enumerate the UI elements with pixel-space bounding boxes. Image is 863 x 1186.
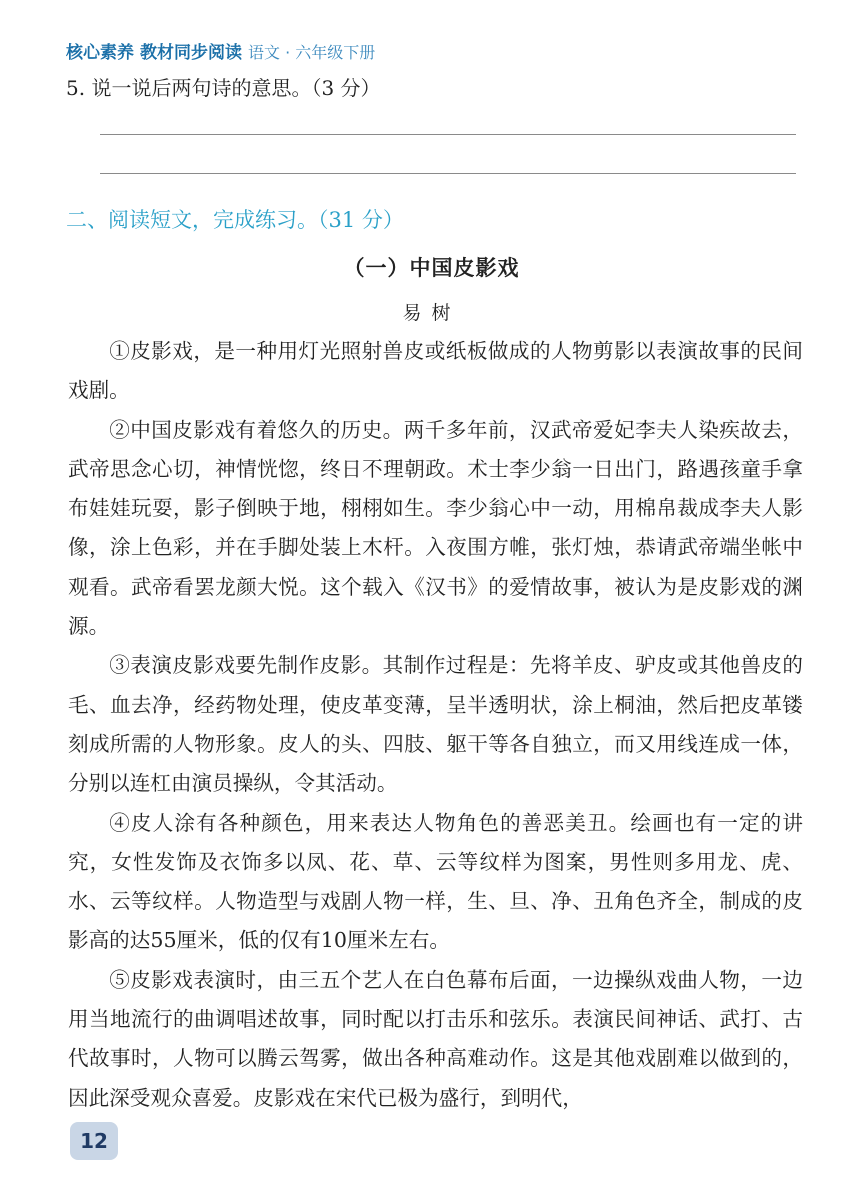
answer-line[interactable] <box>100 173 796 174</box>
article-author: 易树 <box>402 302 461 324</box>
header-brand: 核心素养 <box>66 43 134 63</box>
paragraph-1: ①皮影戏，是一种用灯光照射兽皮或纸板做成的人物剪影以表演故事的民间戏剧。 <box>68 339 803 403</box>
page-number: 12 <box>80 1129 108 1153</box>
article-body <box>68 332 803 1118</box>
paragraph-5: ⑤皮影戏表演时，由三五个艺人在白色幕布后面，一边操纵戏曲人物，一边用当地流行的曲调唱述故事，同时配以打击乐和弦乐。表演民间神话、武打、古代故事时，人物可以腾云驾雾，做出各种高难动作。这是其他戏剧难以做到的，因此深受观众喜爱。皮影戏在宋代已极为盛行，到明代， <box>68 967 803 1110</box>
header-series: 教材同步阅读 <box>140 43 242 63</box>
paragraph-3: ③表演皮影戏要先制作皮影。其制作过程是：先将羊皮、驴皮或其他兽皮的毛、血去净，经药物处理，使皮革变薄，呈半透明状，涂上桐油，然后把皮革镂刻成所需的人物形象。皮人的头、四肢、躯干等各自独立，而又用线连成一体，分别以连杠由演员操纵，令其活动。 <box>68 653 803 796</box>
article-title: （一）中国皮影戏 <box>343 256 520 280</box>
question-5: 5. 说一说后两句诗的意思。（3 分） <box>66 76 381 100</box>
page-number-badge <box>70 1122 118 1160</box>
paragraph-2: ②中国皮影戏有着悠久的历史。两千多年前，汉武帝爱妃李夫人染疾故去，武帝思念心切，神情恍惚，终日不理朝政。术士李少翁一日出门，路遇孩童手拿布娃娃玩耍，影子倒映于地，栩栩如生。李少翁心中一动，用棉帛裁成李夫人影像，涂上色彩，并在手脚处装上木杆。入夜围方帷，张灯烛，恭请武帝端坐帐中观看。武帝看罢龙颜大悦。这个载入《汉书》的爱情故事，被认为是皮影戏的渊源。 <box>68 417 803 639</box>
section-heading: 二、阅读短文，完成练习。（31 分） <box>66 208 404 232</box>
page-header <box>66 38 375 63</box>
answer-line[interactable] <box>100 134 796 135</box>
header-subject: 语文 · 六年级下册 <box>248 43 376 62</box>
paragraph-4: ④皮人涂有各种颜色，用来表达人物角色的善恶美丑。绘画也有一定的讲究，女性发饰及衣饰多以凤、花、草、云等纹样为图案，男性则多用龙、虎、水、云等纹样。人物造型与戏剧人物一样，生、旦、净、丑角色齐全，制成的皮影高的达55厘米，低的仅有10厘米左右。 <box>68 810 803 953</box>
